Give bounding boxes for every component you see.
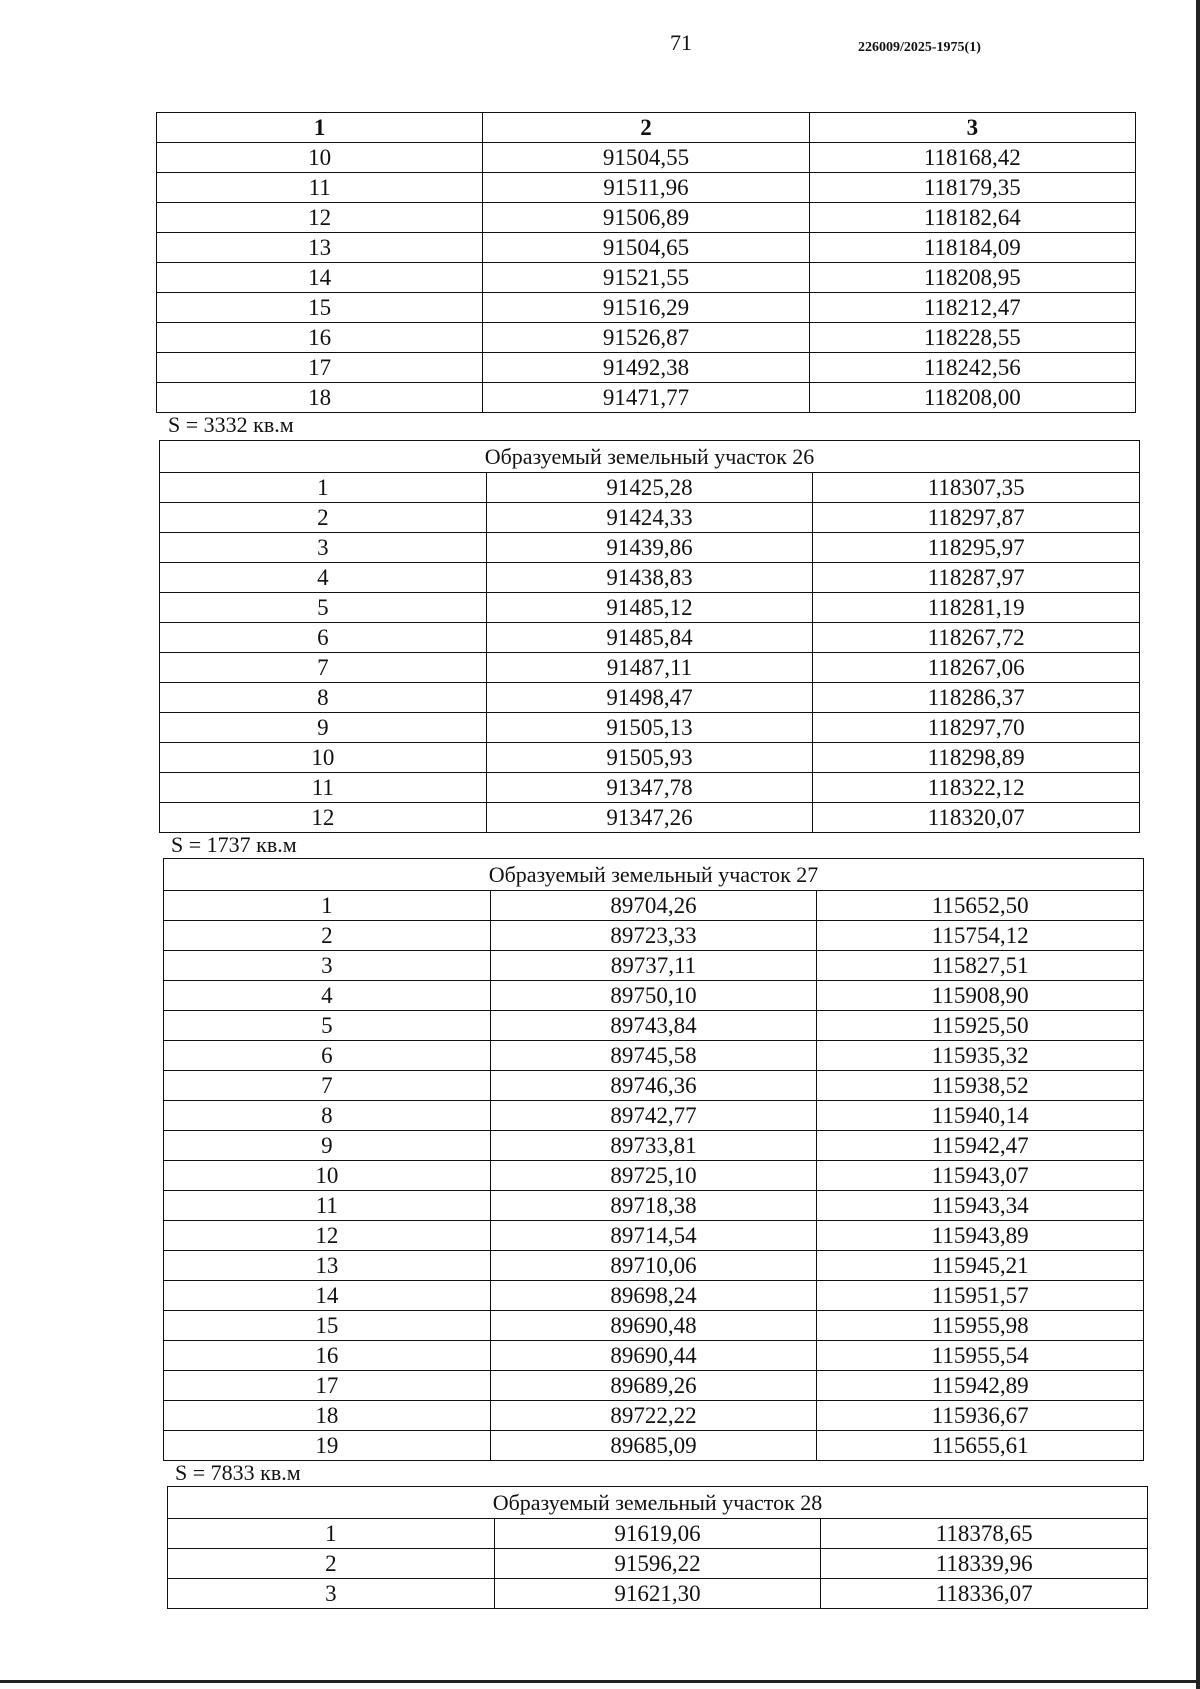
table-row bbox=[164, 1221, 1144, 1251]
y-coordinate-cell: 115943,34 bbox=[817, 1191, 1144, 1221]
x-coordinate-cell: 91511,96 bbox=[483, 173, 809, 203]
column-header-row bbox=[157, 113, 1136, 143]
table-row bbox=[160, 563, 1140, 593]
plot-title-row bbox=[160, 441, 1140, 473]
y-coordinate-cell: 118339,96 bbox=[821, 1549, 1148, 1579]
plot-28-section bbox=[167, 1486, 1148, 1609]
column-header: 1 bbox=[157, 113, 483, 143]
point-number-cell: 3 bbox=[164, 951, 491, 981]
table-row bbox=[160, 653, 1140, 683]
x-coordinate-cell: 91526,87 bbox=[483, 323, 809, 353]
point-number-cell: 15 bbox=[164, 1311, 491, 1341]
plot-title: Образуемый земельный участок 26 bbox=[160, 441, 1140, 473]
x-coordinate-cell: 91471,77 bbox=[483, 383, 809, 413]
y-coordinate-cell: 118182,64 bbox=[809, 203, 1135, 233]
point-number-cell: 7 bbox=[160, 653, 487, 683]
x-coordinate-cell: 89710,06 bbox=[490, 1251, 817, 1281]
table-row bbox=[164, 981, 1144, 1011]
x-coordinate-cell: 91347,26 bbox=[486, 803, 813, 833]
x-coordinate-cell: 89743,84 bbox=[490, 1011, 817, 1041]
table-row bbox=[164, 1371, 1144, 1401]
x-coordinate-cell: 91621,30 bbox=[494, 1579, 821, 1609]
table-row bbox=[164, 1431, 1144, 1461]
page-number: 71 bbox=[670, 30, 692, 55]
point-number-cell: 11 bbox=[157, 173, 483, 203]
table-row bbox=[164, 891, 1144, 921]
point-number-cell: 16 bbox=[164, 1341, 491, 1371]
plot-title: Образуемый земельный участок 27 bbox=[164, 859, 1144, 891]
table-row bbox=[160, 743, 1140, 773]
plot-title: Образуемый земельный участок 28 bbox=[168, 1487, 1148, 1519]
table-row bbox=[157, 143, 1136, 173]
area-label: S = 3332 кв.м bbox=[168, 412, 294, 437]
y-coordinate-cell: 118295,97 bbox=[813, 533, 1140, 563]
x-coordinate-cell: 91347,78 bbox=[486, 773, 813, 803]
table-row bbox=[164, 1071, 1144, 1101]
table-row bbox=[164, 921, 1144, 951]
y-coordinate-cell: 115943,07 bbox=[817, 1161, 1144, 1191]
x-coordinate-cell: 91504,55 bbox=[483, 143, 809, 173]
x-coordinate-cell: 89745,58 bbox=[490, 1041, 817, 1071]
y-coordinate-cell: 118336,07 bbox=[821, 1579, 1148, 1609]
point-number-cell: 2 bbox=[164, 921, 491, 951]
point-number-cell: 2 bbox=[160, 503, 487, 533]
y-coordinate-cell: 118184,09 bbox=[809, 233, 1135, 263]
y-coordinate-cell: 118307,35 bbox=[813, 473, 1140, 503]
plot-26-section bbox=[159, 440, 1140, 857]
point-number-cell: 5 bbox=[160, 593, 487, 623]
x-coordinate-cell: 89689,26 bbox=[490, 1371, 817, 1401]
y-coordinate-cell: 115925,50 bbox=[817, 1011, 1144, 1041]
point-number-cell: 2 bbox=[168, 1549, 495, 1579]
point-number-cell: 11 bbox=[164, 1191, 491, 1221]
y-coordinate-cell: 115940,14 bbox=[817, 1101, 1144, 1131]
table-row bbox=[157, 383, 1136, 413]
x-coordinate-cell: 91505,13 bbox=[486, 713, 813, 743]
y-coordinate-cell: 115945,21 bbox=[817, 1251, 1144, 1281]
table-row bbox=[157, 353, 1136, 383]
x-coordinate-cell: 89725,10 bbox=[490, 1161, 817, 1191]
table-row bbox=[157, 293, 1136, 323]
table-row bbox=[160, 803, 1140, 833]
y-coordinate-cell: 118297,70 bbox=[813, 713, 1140, 743]
x-coordinate-cell: 91521,55 bbox=[483, 263, 809, 293]
x-coordinate-cell: 91424,33 bbox=[486, 503, 813, 533]
x-coordinate-cell: 91504,65 bbox=[483, 233, 809, 263]
table-row bbox=[168, 1519, 1148, 1549]
y-coordinate-cell: 118267,06 bbox=[813, 653, 1140, 683]
point-number-cell: 10 bbox=[164, 1161, 491, 1191]
point-number-cell: 11 bbox=[160, 773, 487, 803]
y-coordinate-cell: 118212,47 bbox=[809, 293, 1135, 323]
x-coordinate-cell: 89746,36 bbox=[490, 1071, 817, 1101]
x-coordinate-cell: 91485,12 bbox=[486, 593, 813, 623]
table-row bbox=[164, 1011, 1144, 1041]
point-number-cell: 3 bbox=[160, 533, 487, 563]
x-coordinate-cell: 89698,24 bbox=[490, 1281, 817, 1311]
point-number-cell: 5 bbox=[164, 1011, 491, 1041]
y-coordinate-cell: 118267,72 bbox=[813, 623, 1140, 653]
plot-table bbox=[167, 1486, 1148, 1609]
point-number-cell: 1 bbox=[160, 473, 487, 503]
table-row bbox=[168, 1549, 1148, 1579]
x-coordinate-cell: 91485,84 bbox=[486, 623, 813, 653]
y-coordinate-cell: 118286,37 bbox=[813, 683, 1140, 713]
area-label: S = 7833 кв.м bbox=[175, 1460, 301, 1485]
column-header: 2 bbox=[483, 113, 809, 143]
table-row bbox=[164, 1341, 1144, 1371]
y-coordinate-cell: 118287,97 bbox=[813, 563, 1140, 593]
plot-title-row bbox=[164, 859, 1144, 891]
x-coordinate-cell: 89742,77 bbox=[490, 1101, 817, 1131]
y-coordinate-cell: 115827,51 bbox=[817, 951, 1144, 981]
table-row bbox=[164, 1401, 1144, 1431]
y-coordinate-cell: 115955,98 bbox=[817, 1311, 1144, 1341]
table-row bbox=[164, 951, 1144, 981]
y-coordinate-cell: 115943,89 bbox=[817, 1221, 1144, 1251]
x-coordinate-cell: 89718,38 bbox=[490, 1191, 817, 1221]
point-number-cell: 3 bbox=[168, 1579, 495, 1609]
point-number-cell: 14 bbox=[164, 1281, 491, 1311]
y-coordinate-cell: 115754,12 bbox=[817, 921, 1144, 951]
y-coordinate-cell: 115942,47 bbox=[817, 1131, 1144, 1161]
table-row bbox=[164, 1281, 1144, 1311]
table-row bbox=[157, 263, 1136, 293]
table-row bbox=[160, 623, 1140, 653]
x-coordinate-cell: 91506,89 bbox=[483, 203, 809, 233]
point-number-cell: 8 bbox=[160, 683, 487, 713]
plot-27-section bbox=[163, 858, 1144, 1485]
x-coordinate-cell: 91505,93 bbox=[486, 743, 813, 773]
point-number-cell: 10 bbox=[157, 143, 483, 173]
x-coordinate-cell: 89723,33 bbox=[490, 921, 817, 951]
table-row bbox=[160, 533, 1140, 563]
table-row bbox=[164, 1041, 1144, 1071]
table-row bbox=[168, 1579, 1148, 1609]
point-number-cell: 7 bbox=[164, 1071, 491, 1101]
point-number-cell: 4 bbox=[160, 563, 487, 593]
y-coordinate-cell: 118242,56 bbox=[809, 353, 1135, 383]
y-coordinate-cell: 118168,42 bbox=[809, 143, 1135, 173]
plot-title-row bbox=[168, 1487, 1148, 1519]
table-row bbox=[157, 323, 1136, 353]
table-row bbox=[164, 1101, 1144, 1131]
y-coordinate-cell: 118281,19 bbox=[813, 593, 1140, 623]
table-row bbox=[164, 1191, 1144, 1221]
point-number-cell: 1 bbox=[168, 1519, 495, 1549]
plot-table bbox=[159, 440, 1140, 833]
table-row bbox=[160, 773, 1140, 803]
y-coordinate-cell: 118297,87 bbox=[813, 503, 1140, 533]
y-coordinate-cell: 115938,52 bbox=[817, 1071, 1144, 1101]
table-row bbox=[160, 593, 1140, 623]
point-number-cell: 6 bbox=[160, 623, 487, 653]
x-coordinate-cell: 91487,11 bbox=[486, 653, 813, 683]
table-row bbox=[160, 473, 1140, 503]
point-number-cell: 17 bbox=[157, 353, 483, 383]
point-number-cell: 16 bbox=[157, 323, 483, 353]
y-coordinate-cell: 115936,67 bbox=[817, 1401, 1144, 1431]
point-number-cell: 6 bbox=[164, 1041, 491, 1071]
point-number-cell: 13 bbox=[157, 233, 483, 263]
point-number-cell: 19 bbox=[164, 1431, 491, 1461]
point-number-cell: 18 bbox=[164, 1401, 491, 1431]
y-coordinate-cell: 118298,89 bbox=[813, 743, 1140, 773]
point-number-cell: 12 bbox=[164, 1221, 491, 1251]
point-number-cell: 15 bbox=[157, 293, 483, 323]
table-row bbox=[157, 173, 1136, 203]
x-coordinate-cell: 89690,48 bbox=[490, 1311, 817, 1341]
table-row bbox=[160, 503, 1140, 533]
y-coordinate-cell: 115951,57 bbox=[817, 1281, 1144, 1311]
y-coordinate-cell: 115955,54 bbox=[817, 1341, 1144, 1371]
point-number-cell: 12 bbox=[157, 203, 483, 233]
table-row bbox=[157, 203, 1136, 233]
plot-table bbox=[163, 858, 1144, 1461]
point-number-cell: 9 bbox=[164, 1131, 491, 1161]
table-row bbox=[160, 713, 1140, 743]
x-coordinate-cell: 91619,06 bbox=[494, 1519, 821, 1549]
point-number-cell: 12 bbox=[160, 803, 487, 833]
y-coordinate-cell: 118228,55 bbox=[809, 323, 1135, 353]
y-coordinate-cell: 115652,50 bbox=[817, 891, 1144, 921]
y-coordinate-cell: 115655,61 bbox=[817, 1431, 1144, 1461]
point-number-cell: 9 bbox=[160, 713, 487, 743]
point-number-cell: 4 bbox=[164, 981, 491, 1011]
x-coordinate-cell: 91492,38 bbox=[483, 353, 809, 383]
x-coordinate-cell: 91439,86 bbox=[486, 533, 813, 563]
document-code: 226009/2025-1975(1) bbox=[858, 40, 981, 55]
point-number-cell: 8 bbox=[164, 1101, 491, 1131]
y-coordinate-cell: 118378,65 bbox=[821, 1519, 1148, 1549]
point-number-cell: 13 bbox=[164, 1251, 491, 1281]
table-row bbox=[157, 233, 1136, 263]
table-row bbox=[164, 1131, 1144, 1161]
coordinates-section-continuation bbox=[156, 112, 1136, 437]
area-label: S = 1737 кв.м bbox=[171, 832, 297, 857]
table-row bbox=[160, 683, 1140, 713]
page-edge-bottom bbox=[0, 1680, 1200, 1683]
x-coordinate-cell: 89714,54 bbox=[490, 1221, 817, 1251]
y-coordinate-cell: 118208,95 bbox=[809, 263, 1135, 293]
x-coordinate-cell: 89750,10 bbox=[490, 981, 817, 1011]
y-coordinate-cell: 118208,00 bbox=[809, 383, 1135, 413]
x-coordinate-cell: 89737,11 bbox=[490, 951, 817, 981]
x-coordinate-cell: 89690,44 bbox=[490, 1341, 817, 1371]
x-coordinate-cell: 89685,09 bbox=[490, 1431, 817, 1461]
column-header: 3 bbox=[809, 113, 1135, 143]
point-number-cell: 14 bbox=[157, 263, 483, 293]
x-coordinate-cell: 91516,29 bbox=[483, 293, 809, 323]
y-coordinate-cell: 118179,35 bbox=[809, 173, 1135, 203]
x-coordinate-cell: 91596,22 bbox=[494, 1549, 821, 1579]
x-coordinate-cell: 89722,22 bbox=[490, 1401, 817, 1431]
table-row bbox=[164, 1251, 1144, 1281]
point-number-cell: 1 bbox=[164, 891, 491, 921]
y-coordinate-cell: 115908,90 bbox=[817, 981, 1144, 1011]
x-coordinate-cell: 89733,81 bbox=[490, 1131, 817, 1161]
y-coordinate-cell: 115942,89 bbox=[817, 1371, 1144, 1401]
point-number-cell: 10 bbox=[160, 743, 487, 773]
coordinates-table bbox=[156, 112, 1136, 413]
point-number-cell: 17 bbox=[164, 1371, 491, 1401]
table-row bbox=[164, 1161, 1144, 1191]
x-coordinate-cell: 91498,47 bbox=[486, 683, 813, 713]
table-row bbox=[164, 1311, 1144, 1341]
x-coordinate-cell: 89704,26 bbox=[490, 891, 817, 921]
y-coordinate-cell: 118320,07 bbox=[813, 803, 1140, 833]
y-coordinate-cell: 118322,12 bbox=[813, 773, 1140, 803]
x-coordinate-cell: 91425,28 bbox=[486, 473, 813, 503]
y-coordinate-cell: 115935,32 bbox=[817, 1041, 1144, 1071]
x-coordinate-cell: 91438,83 bbox=[486, 563, 813, 593]
page-edge-right bbox=[1196, 0, 1200, 1689]
point-number-cell: 18 bbox=[157, 383, 483, 413]
